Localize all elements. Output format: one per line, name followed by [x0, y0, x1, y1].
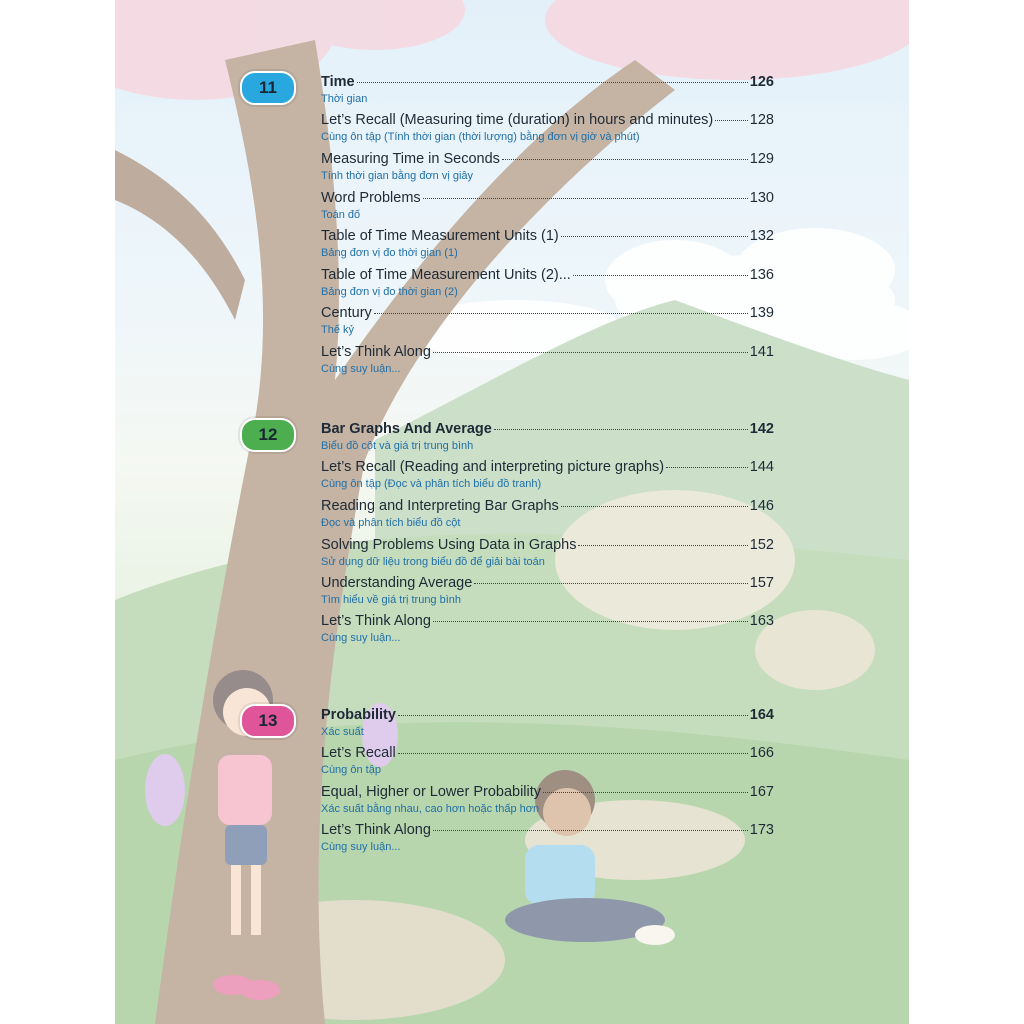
page-number: 164 [749, 707, 774, 723]
lesson-title: Table of Time Measurement Units (2)... [321, 267, 571, 283]
lesson-entry[interactable] [321, 613, 774, 646]
lesson-entry[interactable] [321, 228, 774, 261]
lesson-title: Table of Time Measurement Units (1) [321, 228, 559, 244]
lesson-entry[interactable] [321, 459, 774, 492]
lesson-entry[interactable] [321, 344, 774, 377]
page-number: 136 [749, 267, 774, 283]
lesson-entry[interactable] [321, 190, 774, 223]
page-number: 139 [749, 305, 774, 321]
chapter-number-badge: 12 [240, 418, 296, 452]
lesson-title: Let’s Think Along [321, 822, 431, 838]
lesson-title-vi: Đọc và phân tích biểu đồ cột [321, 517, 461, 529]
lesson-entry[interactable] [321, 745, 774, 778]
chapter-number-badge: 13 [240, 704, 296, 738]
page-number: 141 [749, 344, 774, 360]
lesson-entry[interactable] [321, 267, 774, 300]
lesson-entry[interactable] [321, 537, 774, 570]
lesson-entry[interactable] [321, 305, 774, 338]
chapter-title-entry[interactable] [321, 74, 774, 107]
lesson-title-vi: Cùng suy luận... [321, 632, 401, 644]
lesson-title: Let’s Recall [321, 745, 396, 761]
lesson-title-vi: Bảng đơn vị đo thời gian (1) [321, 247, 458, 259]
lesson-title: Let’s Recall (Reading and interpreting picture graphs) [321, 459, 665, 475]
lesson-title-vi: Tính thời gian bằng đơn vị giây [321, 170, 474, 182]
page-number: 144 [749, 459, 774, 475]
lesson-entry[interactable] [321, 575, 774, 608]
lesson-title-vi: Cùng ôn tập (Đọc và phân tích biểu đồ tranh) [321, 478, 542, 490]
chapter-title-entry[interactable] [321, 421, 774, 454]
lesson-title-vi: Cùng suy luận... [321, 363, 401, 375]
lesson-title: Reading and Interpreting Bar Graphs [321, 498, 559, 514]
lesson-title-vi: Bảng đơn vị đo thời gian (2) [321, 286, 458, 298]
lesson-entry[interactable] [321, 498, 774, 531]
page-number: 128 [749, 112, 774, 128]
lesson-entry[interactable] [321, 822, 774, 855]
lesson-entry[interactable] [321, 112, 774, 145]
lesson-entry[interactable] [321, 784, 774, 817]
chapter-title: Time [321, 74, 355, 90]
lesson-title-vi: Sử dụng dữ liệu trong biểu đồ để giải bài toán [321, 556, 545, 568]
page-number: 126 [749, 74, 774, 90]
lesson-title: Let’s Think Along [321, 344, 431, 360]
lesson-title: Word Problems [321, 190, 421, 206]
lesson-title: Let’s Recall (Measuring time (duration) in hours and minutes) [321, 112, 714, 128]
page-number: 130 [749, 190, 774, 206]
chapter-number-badge: 11 [240, 71, 296, 105]
lesson-title-vi: Tìm hiểu về giá trị trung bình [321, 594, 462, 606]
chapter-title-vi: Xác suất [321, 726, 364, 738]
lesson-entry[interactable] [321, 151, 774, 184]
lesson-title-vi: Thế kỷ [321, 324, 355, 336]
lesson-title: Understanding Average [321, 575, 473, 591]
chapter-title-vi: Biểu đồ cột và giá trị trung bình [321, 440, 474, 452]
chapter-title: Probability [321, 707, 396, 723]
lesson-title: Equal, Higher or Lower Probability [321, 784, 542, 800]
lesson-title-vi: Cùng ôn tập [321, 764, 381, 776]
page-number: 167 [749, 784, 774, 800]
page-number: 157 [749, 575, 774, 591]
page-number: 129 [749, 151, 774, 167]
lesson-title: Let’s Think Along [321, 613, 431, 629]
lesson-title-vi: Xác suất bằng nhau, cao hơn hoặc thấp hơn [321, 803, 540, 815]
page-number: 142 [749, 421, 774, 437]
chapter-title-vi: Thời gian [321, 93, 368, 105]
page-number: 173 [749, 822, 774, 838]
page-number: 163 [749, 613, 774, 629]
chapter-title-entry[interactable] [321, 707, 774, 740]
page-number: 132 [749, 228, 774, 244]
lesson-title-vi: Toán đố [321, 209, 361, 221]
lesson-title-vi: Cùng suy luận... [321, 841, 401, 853]
chapter-title: Bar Graphs And Average [321, 421, 492, 437]
page-number: 152 [749, 537, 774, 553]
lesson-title: Century [321, 305, 372, 321]
lesson-title-vi: Cùng ôn tập (Tính thời gian (thời lượng) bằng đơn vị giờ và phút) [321, 131, 640, 143]
page-number: 166 [749, 745, 774, 761]
lesson-title: Solving Problems Using Data in Graphs [321, 537, 577, 553]
page-number: 146 [749, 498, 774, 514]
lesson-title: Measuring Time in Seconds [321, 151, 500, 167]
